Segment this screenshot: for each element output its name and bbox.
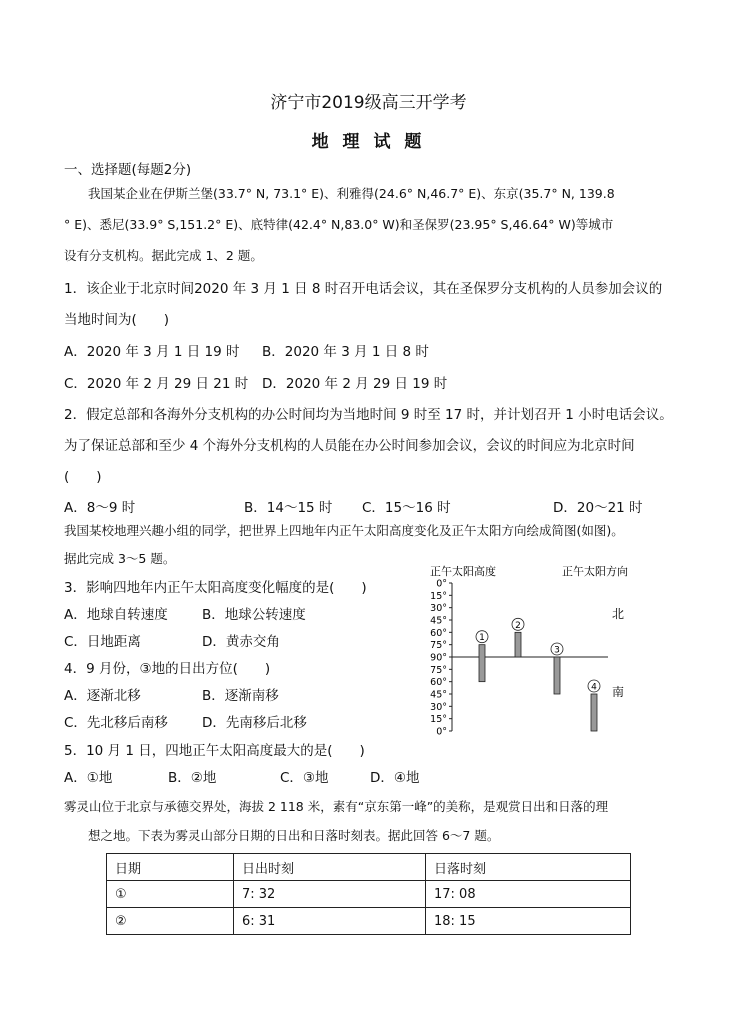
chart-title-right: 正午太阳方向 (562, 565, 628, 578)
tick-label: 45° (430, 615, 447, 627)
q2-line3: ( ) (64, 469, 102, 485)
q2-option-d: D．20～21 时 (553, 500, 643, 516)
q1-option-c: C．2020 年 2 月 29 日 21 时 (64, 376, 249, 392)
table-header-row (107, 854, 631, 881)
intro2-line1: 我国某校地理兴趣小组的同学，把世界上四地年内正午太阳高度变化及正午太阳方向绘成简图(如图)。 (64, 523, 624, 538)
tick-label: 15° (430, 714, 447, 726)
intro3-line2: 想之地。下表为雾灵山部分日期的日出和日落时刻表。据此回答 6～7 题。 (88, 828, 500, 843)
tick-label: 30° (430, 603, 447, 615)
q2-option-c: C．15～16 时 (362, 500, 451, 516)
table-cell: ② (107, 908, 234, 935)
tick-label: 60° (430, 677, 447, 689)
q5-stem: 5．10 月 1 日，四地正午太阳高度最大的是( ) (64, 743, 365, 759)
q4-option-d: D．先南移后北移 (202, 715, 307, 731)
table-header-cell: 日出时刻 (234, 854, 426, 881)
table-cell: ① (107, 881, 234, 908)
tick-label: 45° (430, 689, 447, 701)
tick-label: 75° (430, 640, 447, 652)
q4-option-b: B．逐渐南移 (202, 688, 279, 704)
q3-option-d: D．黄赤交角 (202, 634, 280, 650)
q3-stem: 3．影响四地年内正午太阳高度变化幅度的是( ) (64, 580, 367, 596)
bar-label: 2 (515, 620, 521, 631)
bar-label: 1 (479, 633, 485, 644)
page-subtitle: 地 理 试 题 (311, 132, 426, 152)
bar-label: 3 (554, 645, 560, 656)
q5-option-d: D．④地 (370, 770, 420, 786)
sunrise-sunset-table (106, 853, 631, 935)
q5-option-b: B．②地 (168, 770, 217, 786)
sun-altitude-chart (418, 563, 650, 738)
bar-4 (591, 694, 597, 731)
q5-option-a: A．①地 (64, 770, 113, 786)
q2-option-a: A．8～9 时 (64, 500, 136, 516)
table-row (107, 908, 631, 935)
table-cell: 7: 32 (234, 881, 426, 908)
q1-option-d: D．2020 年 2 月 29 日 19 时 (262, 376, 448, 392)
q3-option-b: B．地球公转速度 (202, 607, 306, 623)
intro2-line2: 据此完成 3～5 题。 (64, 551, 176, 566)
tick-label: 75° (430, 664, 447, 676)
intro1-line1: 我国某企业在伊斯兰堡(33.7° N, 73.1° E)、利雅得(24.6° N,46.7° E)、东京(35.7° N, 139.8 (88, 186, 615, 201)
table-cell: 6: 31 (234, 908, 426, 935)
q2-line2: 为了保证总部和至少 4 个海外分支机构的人员能在办公时间参加会议，会议的时间应为北京时间 (64, 438, 635, 454)
tick-label: 15° (430, 590, 447, 602)
tick-label: 30° (430, 701, 447, 713)
bar-2 (515, 632, 521, 657)
q1-line1: 1．该企业于北京时间2020 年 3 月 1 日 8 时召开电话会议，其在圣保罗分支机构的人员参加会议的 (64, 281, 663, 297)
q4-option-a: A．逐渐北移 (64, 688, 141, 704)
intro1-line3: 设有分支机构。据此完成 1、2 题。 (64, 248, 263, 263)
q4-option-c: C．先北移后南移 (64, 715, 168, 731)
bar-3 (554, 657, 560, 694)
tick-label: 0° (436, 578, 447, 590)
table-row (107, 881, 631, 908)
chart-title-left: 正午太阳高度 (430, 565, 496, 578)
q1-option-a: A．2020 年 3 月 1 日 19 时 (64, 344, 240, 360)
q4-stem: 4．9 月份，③地的日出方位( ) (64, 661, 271, 677)
table-cell: 18: 15 (426, 908, 631, 935)
tick-label: 0° (436, 726, 447, 738)
intro3-line1: 雾灵山位于北京与承德交界处，海拔 2 118 米，素有“京东第一峰”的美称，是观赏日出和日落的理 (64, 799, 609, 814)
q2-option-b: B．14～15 时 (244, 500, 333, 516)
section-label: 一、选择题(每题2分) (64, 162, 192, 178)
q3-option-c: C．日地距离 (64, 634, 141, 650)
bar-label: 4 (591, 682, 597, 693)
q3-option-a: A．地球自转速度 (64, 607, 168, 623)
north-label: 北 (612, 607, 625, 621)
tick-label: 60° (430, 627, 447, 639)
table-header-cell: 日期 (107, 854, 234, 881)
south-label: 南 (612, 685, 625, 699)
bar-1 (479, 645, 485, 682)
q1-line2: 当地时间为( ) (64, 312, 170, 328)
q2-line1: 2．假定总部和各海外分支机构的办公时间均为当地时间 9 时至 17 时，并计划召开 1 小时电话会议。 (64, 407, 673, 423)
q1-option-b: B．2020 年 3 月 1 日 8 时 (262, 344, 429, 360)
intro1-line2: ° E)、悉尼(33.9° S,151.2° E)、底特律(42.4° N,83.0° W)和圣保罗(23.95° S,46.64° W)等城市 (64, 217, 614, 232)
q5-option-c: C．③地 (280, 770, 329, 786)
page-title: 济宁市2019级高三开学考 (270, 93, 467, 113)
table-header-cell: 日落时刻 (426, 854, 631, 881)
tick-label: 90° (430, 652, 447, 664)
table-cell: 17: 08 (426, 881, 631, 908)
